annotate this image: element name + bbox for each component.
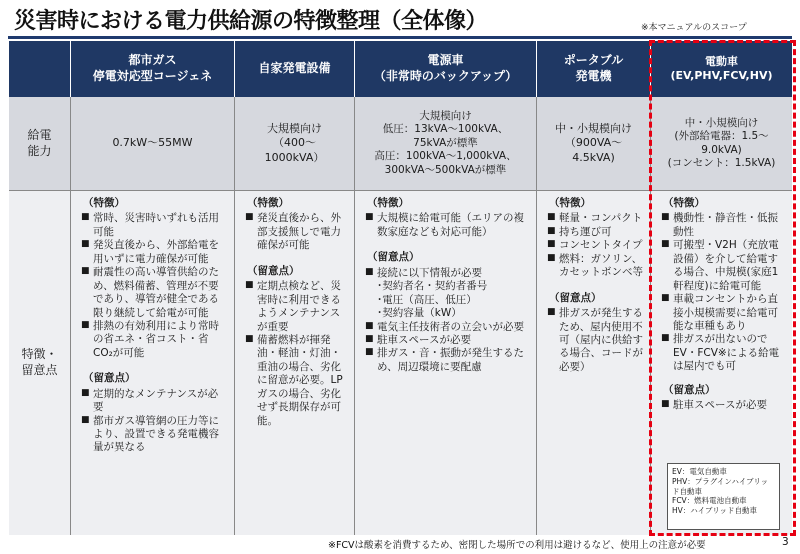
list-item: ■ 可搬型・V2H（充放電設備）を介して給電する場合、中規模(家庭1軒程度)に給電可能 [661, 239, 786, 293]
features-heading: （特徴） [83, 197, 125, 209]
page-number: 3 [782, 536, 789, 548]
header-portable: ポータブル 発電機 [537, 41, 651, 97]
list-item: ■ 常時、災害時いずれも活用可能 [81, 212, 228, 239]
features-heading: （特徴） [247, 197, 289, 209]
caution-heading: （留意点） [247, 264, 300, 277]
capacity-generator: 大規模向け （400～ 1000kVA） [235, 97, 355, 191]
list-item: ■ 排ガス・音・振動が発生するため、周辺環境に要配慮 [365, 347, 530, 374]
list-item: ■ 軽量・コンパクト [547, 212, 644, 225]
caution-heading: （留意点） [549, 291, 602, 304]
header-corner [9, 41, 71, 97]
header-power-vehicle: 電源車 （非常時のバックアップ） [355, 41, 537, 97]
list-item: ■ 耐震性の高い導管供給のため、燃料備蓄、管理が不要であり、導管が健全である限り継続して給電が可能 [81, 266, 228, 320]
list-item: ■ 車載コンセントから直接小規模需要に給電可能な車種もあり [661, 293, 786, 333]
list-item: ■ 駐車スペースが必要 [661, 399, 786, 412]
legend-item: FCV：燃料電池自動車 [672, 496, 747, 506]
capacity-cogeneration: 0.7kW～55MW [71, 97, 235, 191]
list-item: ■ 大規模に給電可能（エリアの複数家庭なども対応可能） [365, 212, 530, 239]
row-label-capacity: 給電 能力 [9, 97, 71, 191]
list-item: ■ 定期点検など、災害時に利用できるようメンテナンスが重要 [245, 280, 348, 334]
header-electric-vehicle: 電動車 (EV,PHV,FCV,HV) [651, 41, 792, 97]
features-power-vehicle [355, 191, 537, 535]
capacity-power-vehicle: 大規模向け 低圧：13kVA～100kVA、 75kVAが標準 高圧：100kVA～1,000kVA、 300kVA～500kVAが標準 [355, 97, 537, 191]
list-item: ■ コンセントタイプ [547, 239, 644, 252]
features-heading: （特徴） [663, 197, 705, 209]
footnote: ※FCVは酸素を消費するため、密閉した場所での利用は避けるなど、使用上の注意が必要 [328, 540, 706, 551]
title-divider [8, 36, 792, 39]
scope-note: ※本マニュアルのスコープ [641, 23, 747, 33]
list-item: ■ 機動性・静音性・低振動性 [661, 212, 786, 239]
legend-item: EV：電気自動車 [672, 467, 727, 476]
vehicle-legend [667, 463, 780, 530]
list-item: ■ 排ガスが出ないのでEV・FCV※による給電は屋内でも可 [661, 333, 786, 373]
features-generator [235, 191, 355, 535]
list-item: ■ 燃料：ガソリン、カセットボンベ等 [547, 253, 644, 280]
comparison-table [9, 41, 792, 535]
caution-heading: （留意点） [83, 372, 136, 385]
features-cogeneration [71, 191, 235, 535]
legend-item: HV：ハイブリッド自動車 [672, 506, 757, 515]
features-heading: （特徴） [549, 197, 591, 209]
list-item: ■ 接続に以下情報が必要 ･契約者名・契約者番号 ･電圧（高圧、低圧） ･契約容量（kW） [365, 267, 530, 321]
list-item: ■ 発災直後から、外部支援無しで電力確保が可能 [245, 212, 348, 252]
caution-heading: （留意点） [367, 251, 420, 264]
list-item: ■ 都市ガス導管網の圧力等により、設置できる発電機容量が異なる [81, 415, 228, 455]
list-item: ■ 電気主任技術者の立会いが必要 [365, 321, 530, 334]
list-item: ■ 定期的なメンテナンスが必要 [81, 388, 228, 415]
list-item: ■ 排ガスが発生するため、屋内使用不可（屋内に供給する場合、コードが必要） [547, 307, 644, 374]
header-generator: 自家発電設備 [235, 41, 355, 97]
page-title: 災害時における電力供給源の特徴整理（全体像） [14, 9, 488, 34]
features-portable [537, 191, 651, 535]
list-item: ■ 備蓄燃料が揮発油・軽油・灯油・重油の場合、劣化に留意が必要。LPガスの場合、劣化せず長期保存が可能。 [245, 334, 348, 428]
capacity-electric-vehicle: 中・小規模向け (外部給電器：1.5～ 9.0kVA) (コンセント：1.5kVA) [651, 97, 792, 191]
capacity-portable: 中・小規模向け （900VA～ 4.5kVA) [537, 97, 651, 191]
row-label-features: 特徴・ 留意点 [9, 191, 71, 535]
header-cogeneration: 都市ガス 停電対応型コージェネ [71, 41, 235, 97]
list-item: ■ 発災直後から、外部給電を用いずに電力確保が可能 [81, 239, 228, 266]
features-heading: （特徴） [367, 197, 409, 209]
legend-item: PHV：プラグインハイブリッド自動車 [672, 476, 769, 496]
caution-heading: （留意点） [663, 383, 716, 396]
list-item: ■ 駐車スペースが必要 [365, 334, 530, 347]
list-item: ■ 持ち運び可 [547, 226, 644, 239]
list-item: ■ 排熱の有効利用により常時の省エネ・省コスト・省CO₂が可能 [81, 320, 228, 360]
